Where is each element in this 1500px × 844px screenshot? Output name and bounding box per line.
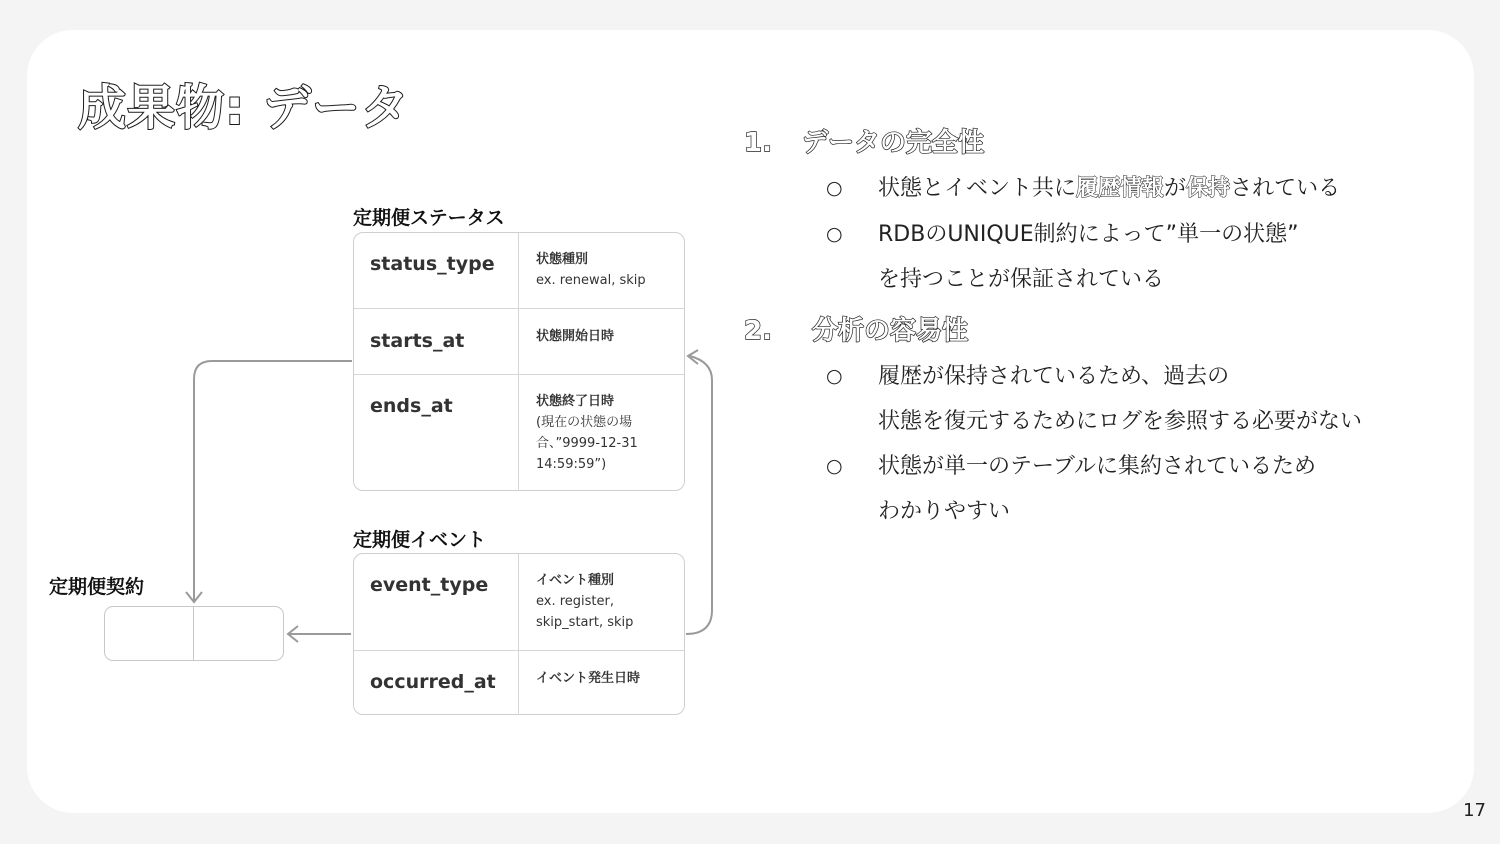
list-number: 1.: [744, 128, 772, 158]
description-body: (現在の状態の場 合、”9999-12-31 14:59:59”): [536, 415, 638, 472]
table-row: [354, 374, 684, 492]
slide-title: 成果物: データ: [78, 80, 410, 136]
description-title: 状態種別: [536, 252, 589, 267]
field-name: event_type: [370, 574, 489, 596]
list-item-text: 状態を復元するためにログを参照する必要がない: [878, 409, 1363, 434]
list-item-text: 状態が単一のテーブルに集約されているため: [878, 454, 1317, 479]
table-row: [354, 554, 684, 650]
description-body: ex. register, skip_start, skip: [536, 594, 634, 630]
list-item-text: 状態とイベント共に履歴情報が保持されている: [878, 176, 1341, 201]
list-heading-2: [744, 310, 968, 347]
table-row: [354, 233, 684, 308]
list-heading-text: データの完全性: [802, 128, 985, 158]
list-heading-text: 分析の容易性: [812, 316, 969, 346]
field-description: [536, 570, 676, 633]
status-table-label: 定期便ステータス: [353, 207, 505, 229]
list-item-text: 履歴が保持されているため、過去の: [878, 364, 1230, 389]
contract-label: 定期便契約: [49, 576, 145, 598]
description-title: イベント発生日時: [536, 671, 641, 686]
list-item-text: RDBのUNIQUE制約によって”単一の状態”: [878, 222, 1299, 247]
table-row: [354, 308, 684, 374]
page-number: 17: [1463, 800, 1486, 821]
list-item-text: わかりやすい: [878, 499, 1011, 524]
field-name: starts_at: [370, 330, 465, 352]
field-description: [536, 249, 676, 291]
list-number: 2.: [744, 316, 772, 346]
description-title: 状態終了日時: [536, 394, 615, 409]
description-title: 状態開始日時: [536, 329, 615, 344]
event-to-status-arrow: [686, 356, 712, 634]
bullet-icon: ○: [826, 177, 843, 199]
description-title: イベント種別: [536, 573, 615, 588]
field-description: [536, 391, 676, 475]
field-description: [536, 326, 676, 347]
contract-box: [104, 606, 284, 661]
event-table-label: 定期便イベント: [353, 529, 487, 551]
field-name: status_type: [370, 253, 495, 275]
field-name: ends_at: [370, 395, 453, 417]
field-description: [536, 668, 676, 689]
field-name: occurred_at: [370, 671, 496, 693]
bullet-icon: ○: [826, 365, 843, 387]
list-item-text: を持つことが保証されている: [878, 267, 1165, 292]
bullet-icon: ○: [826, 455, 843, 477]
status-table: [353, 232, 685, 491]
event-table: [353, 553, 685, 715]
list-heading-1: [744, 122, 984, 159]
description-body: ex. renewal, skip: [536, 273, 646, 288]
status-to-contract-arrow: [194, 361, 352, 601]
contract-divider: [193, 607, 194, 660]
bullet-icon: ○: [826, 223, 843, 245]
table-row: [354, 650, 684, 716]
